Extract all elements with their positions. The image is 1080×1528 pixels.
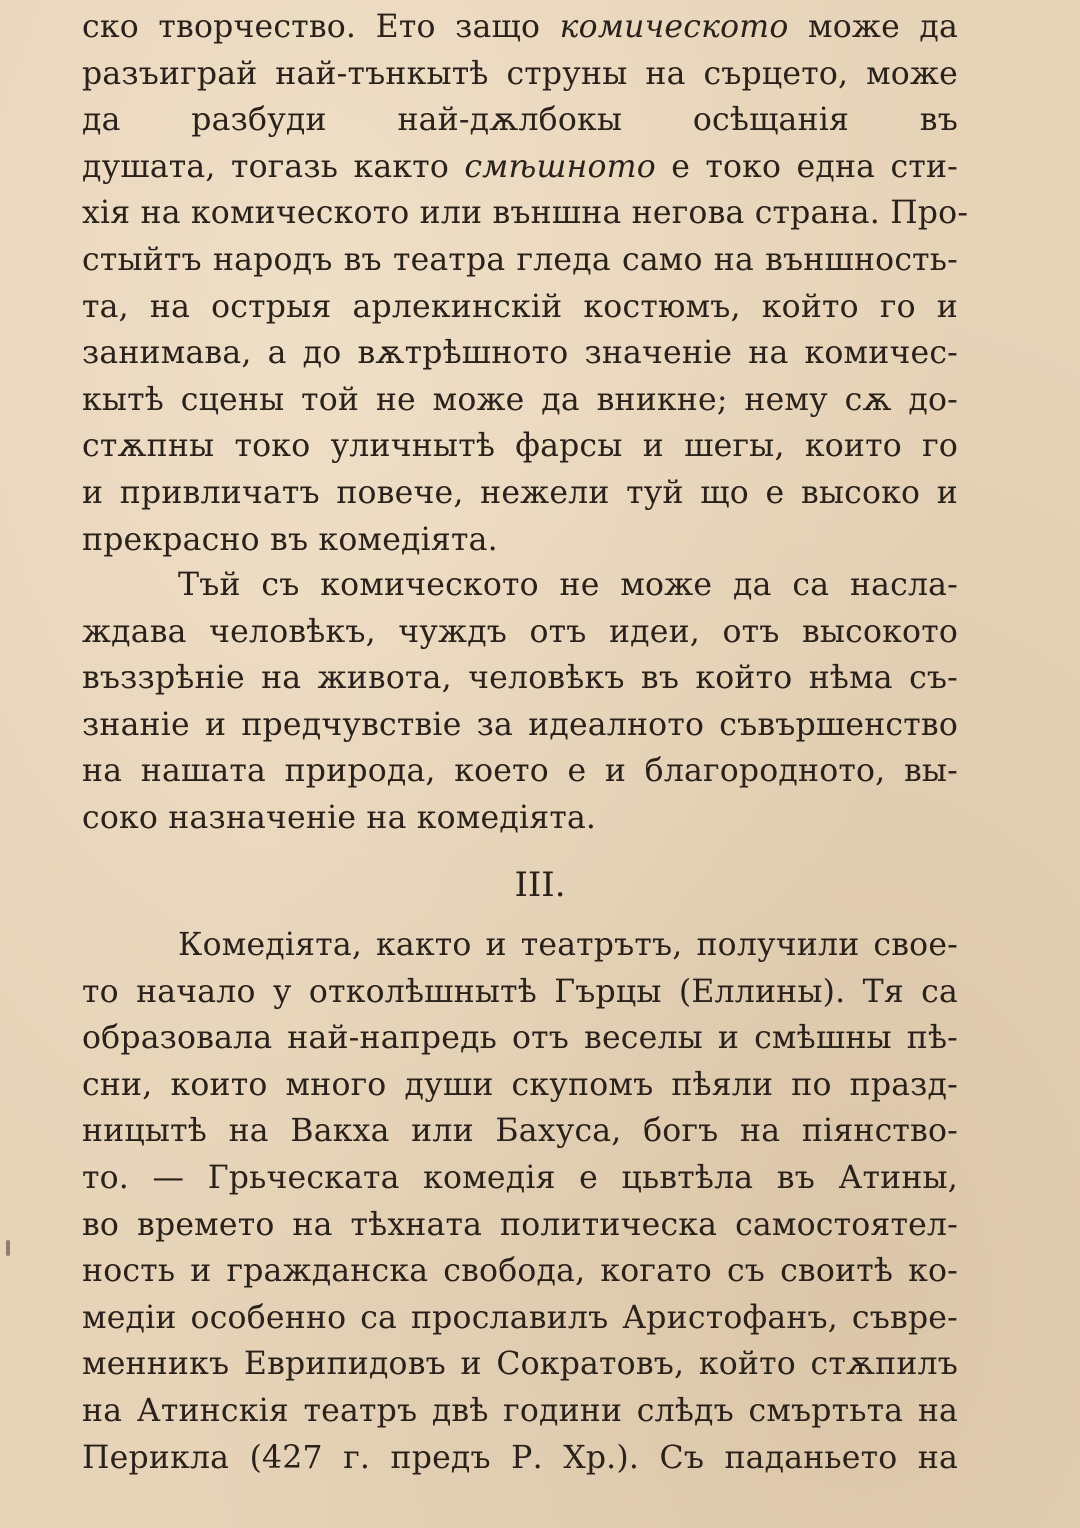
text-line: сни, които много души скупомъ пѣяли по празд-	[82, 1066, 958, 1103]
text-line: ницытѣ на Вакха или Бахуса, богъ на піянство-	[82, 1113, 958, 1150]
text-line: кытѣ сцены той не може да вникне; нему сѫ до-	[82, 381, 958, 418]
text-line: душата, тогазь както смѣшното е токо една сти-	[82, 148, 958, 185]
text-line: на нашата природа, което е и благородното, вы-	[82, 753, 958, 790]
text-line: медіи особенно са прославилъ Аристофанъ, съвре-	[82, 1299, 958, 1336]
text-line: образовала най-напредь отъ веселы и смѣшны пѣ-	[82, 1020, 958, 1057]
paragraph-comic-enjoyment	[82, 562, 958, 842]
text-line: та, на острыя арлекинскій костюмъ, който го и	[82, 288, 958, 325]
text-line: ждава человѣкъ, чуждъ отъ идеи, отъ высокото	[82, 613, 958, 650]
text-line: да разбуди най-дѫлбокы осѣщанія въ	[82, 102, 958, 139]
paragraph-comic-vs-funny	[82, 4, 969, 563]
text-line: ско творчество. Ето защо комическото може да	[82, 9, 959, 45]
paragraph-comedy-origins	[82, 922, 958, 1481]
text-line: стѫпны токо уличнытѣ фарсы и шегы, които го	[82, 428, 958, 465]
text-line: ность и гражданска свобода, когато съ своитѣ ко-	[82, 1253, 958, 1290]
text-line: Комедіята, както и театрътъ, получили свое-	[178, 927, 958, 963]
text-line: и привличатъ повече, нежели туй що е высоко и	[82, 474, 958, 511]
text-line: Перикла (427 г. предъ Р. Хр.). Съ паданьето на	[82, 1439, 958, 1476]
text-line: въззрѣніе на живота, человѣкъ въ който нѣма съ-	[82, 660, 958, 697]
text-line: менникъ Еврипидовъ и Сократовъ, който стѫпилъ	[82, 1346, 958, 1383]
text-line: соко назначеніе на комедіята.	[82, 799, 597, 836]
text-line: хія на комическото или външна негова страна. Про-	[82, 195, 969, 232]
text-line: то. — Грьческата комедія е цьвтѣла въ Атины,	[82, 1159, 958, 1196]
text-line: прекрасно въ комедіята.	[82, 521, 498, 558]
section-heading: III.	[514, 865, 566, 905]
margin-ink-mark	[6, 1240, 10, 1256]
text-line: разъиграй най-тънкытѣ струны на сърцето, може	[82, 55, 958, 92]
text-line: знаніе и предчувствіе за идеалното съвършенство	[82, 706, 958, 743]
text-line: Тъй съ комическото не може да са насла-	[178, 567, 958, 603]
text-line: во времето на тѣхната политическа самостоятел-	[82, 1206, 958, 1243]
text-line: на Атинскія театръ двѣ години слѣдъ смъртьта на	[82, 1392, 958, 1429]
text-line: стыйтъ народъ въ театра гледа само на външность-	[82, 241, 958, 278]
text-line: занимава, а до вѫтрѣшното значеніе на комичес-	[82, 335, 958, 372]
text-line: то начало у отколѣшнытѣ Гърцы (Еллины). Тя са	[82, 973, 958, 1010]
